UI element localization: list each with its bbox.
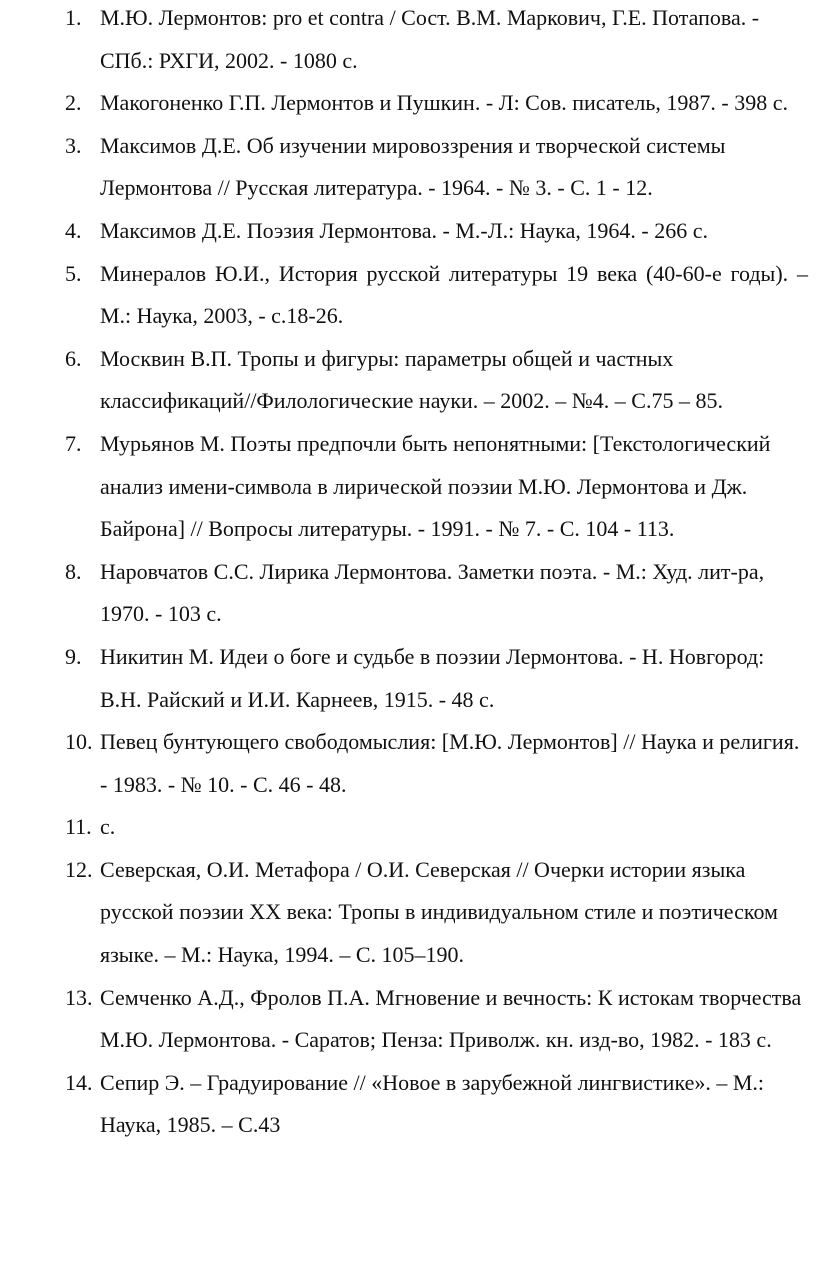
item-number: 5.: [65, 260, 82, 286]
item-number: 10.: [65, 729, 93, 755]
item-text: Наровчатов С.С. Лирика Лермонтова. Заметки поэта. - М.: Худ. лит-ра, 1970. - 103 с.: [100, 558, 765, 627]
item-text: Мурьянов М. Поэты предпочли быть непонятными: [Текстологический анализ имени-символа в лирической поэзии М.Ю. Лермонтова и Дж. Байрона] // Вопросы литературы. - 1991. - № 7. - С. 104 - 113.: [100, 430, 771, 542]
item-number: 9.: [65, 643, 82, 669]
item-text: Москвин В.П. Тропы и фигуры: параметры общей и частных классификаций//Филологические науки. – 2002. – №4. – С.75 – 85.: [100, 345, 723, 414]
item-text: Максимов Д.Е. Об изучении мировоззрения и творческой системы Лермонтова // Русская литература. - 1964. - № 3. - С. 1 - 12.: [100, 132, 726, 201]
item-number: 4.: [65, 217, 82, 243]
item-number: 3.: [65, 132, 82, 158]
bibliography-item: [0, 977, 808, 1062]
item-text: Максимов Д.Е. Поэзия Лермонтова. - М.-Л.: Наука, 1964. - 266 с.: [100, 217, 709, 243]
item-text: Сепир Э. – Градуирование // «Новое в зарубежной лингвистике». – М.: Наука, 1985. – С.43: [100, 1069, 765, 1138]
bibliography-item: [0, 0, 808, 82]
item-text: Никитин М. Идеи о боге и судьбе в поэзии Лермонтова. - Н. Новгород: В.Н. Райский и И.И. Карнеев, 1915. - 48 с.: [100, 643, 765, 712]
bibliography-item: [0, 721, 808, 806]
item-text: М.Ю. Лермонтов: pro et contra / Сост. В.М. Маркович, Г.Е. Потапова. - СПб.: РХГИ, 2002. - 1080 с.: [100, 5, 760, 73]
item-text: Северская, О.И. Метафора / О.И. Северская // Очерки истории языка русской поэзии XX века: Тропы в индивидуальном стиле и поэтическом языке. – М.: Наука, 1994. – С. 105–190.: [100, 856, 778, 968]
bibliography-item: [0, 125, 808, 210]
item-number: 1.: [65, 5, 82, 30]
bibliography-item: [0, 1062, 808, 1147]
bibliography-item: [0, 636, 808, 721]
item-number: 7.: [65, 430, 82, 456]
item-number: 8.: [65, 558, 82, 584]
item-number: 11.: [65, 814, 92, 840]
item-text: Семченко А.Д., Фролов П.А. Мгновение и вечность: К истокам творчества М.Ю. Лермонтова. - Саратов; Пенза: Приволж. кн. изд-во, 1982. - 183 с.: [100, 984, 802, 1053]
item-number: 2.: [65, 90, 82, 116]
bibliography-item: [0, 423, 808, 551]
bibliography-item: [0, 806, 808, 849]
item-text: Минералов Ю.И., История русской литературы 19 века (40-60-е годы). – М.: Наука, 2003, - с.18-26.: [100, 260, 808, 329]
item-number: 14.: [65, 1069, 93, 1095]
item-number: 6.: [65, 345, 82, 371]
bibliography-item: [0, 253, 808, 338]
bibliography-item: [0, 849, 808, 977]
bibliography-item: [0, 210, 808, 253]
item-text: Певец бунтующего свободомыслия: [М.Ю. Лермонтов] // Наука и религия. - 1983. - № 10. - С. 46 - 48.: [100, 729, 800, 797]
bibliography-item: [0, 82, 808, 125]
item-text: с.: [100, 814, 116, 840]
bibliography-item: [0, 551, 808, 636]
item-number: 12.: [65, 856, 93, 882]
item-number: 13.: [65, 984, 93, 1010]
bibliography-item: [0, 338, 808, 423]
item-text: Макогоненко Г.П. Лермонтов и Пушкин. - Л: Сов. писатель, 1987. - 398 с.: [100, 90, 789, 116]
